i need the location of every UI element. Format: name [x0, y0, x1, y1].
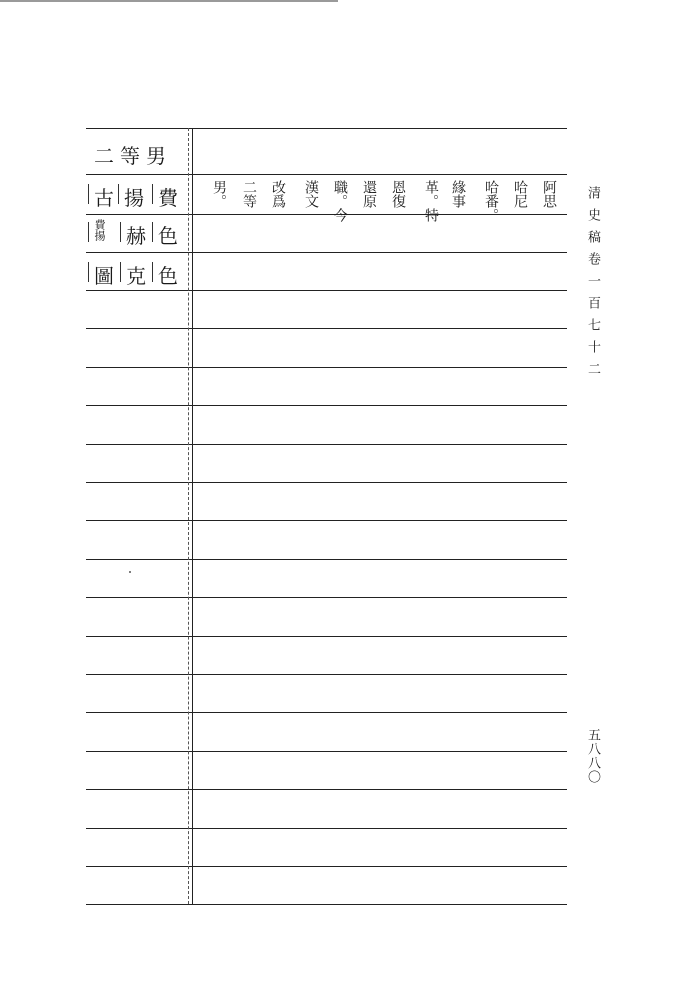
- note-column: 二等: [241, 180, 257, 208]
- ledger-rule: [86, 367, 567, 368]
- name-char: 赫: [126, 224, 146, 248]
- ledger-rule: [86, 674, 567, 675]
- book-title: 清史稿卷一百七十二: [585, 186, 600, 384]
- cell-tick: [120, 262, 121, 282]
- ledger-rule: [86, 636, 567, 637]
- note-column: 職。今: [332, 180, 348, 222]
- paper-speck: [129, 571, 131, 573]
- ledger-rule: [86, 290, 567, 291]
- ledger-rule: [86, 904, 567, 905]
- ledger-rule: [86, 444, 567, 445]
- row-rule: [86, 252, 567, 253]
- ledger-rule: [86, 405, 567, 406]
- note-column: 恩復: [390, 180, 406, 208]
- cell-tick: [152, 184, 153, 204]
- page-number: 五八八〇: [585, 728, 600, 784]
- note-column: 阿思: [541, 180, 557, 208]
- note-column: 男。: [211, 180, 227, 208]
- name-char: 圖: [94, 264, 114, 288]
- note-column: 革。特: [423, 180, 439, 222]
- cell-tick: [118, 184, 119, 204]
- header-rule: [86, 174, 567, 175]
- ledger-rule: [86, 789, 567, 790]
- note-column: 緣事: [450, 180, 466, 208]
- ledger-rule: [86, 482, 567, 483]
- column-divider-dashed: [188, 128, 189, 904]
- ledger-rule: [86, 712, 567, 713]
- note-column: 漢文: [303, 180, 319, 208]
- cell-tick: [88, 222, 89, 242]
- name-char: 古: [94, 186, 114, 210]
- cell-tick: [152, 262, 153, 282]
- ledger-rule: [86, 328, 567, 329]
- ledger-rule: [86, 751, 567, 752]
- ledger-rule: [86, 559, 567, 560]
- name-small-note: 費揚: [93, 219, 106, 241]
- note-column: 哈番。: [483, 180, 499, 222]
- column-divider: [192, 128, 193, 904]
- cell-tick: [152, 222, 153, 242]
- name-char: 色: [158, 264, 178, 288]
- name-char: 克: [126, 264, 146, 288]
- table-top-rule: [86, 128, 567, 129]
- name-char: 費: [158, 186, 178, 210]
- note-column: 改爲: [270, 180, 286, 208]
- ledger-rule: [86, 866, 567, 867]
- cell-tick: [88, 262, 89, 282]
- cell-tick: [88, 184, 89, 204]
- top-edge-line: [0, 0, 338, 2]
- note-column: 還原: [361, 180, 377, 208]
- note-column: 哈尼: [512, 180, 528, 208]
- ledger-rule: [86, 597, 567, 598]
- name-char: 色: [158, 224, 178, 248]
- name-char: 揚: [124, 186, 144, 210]
- ledger-rule: [86, 520, 567, 521]
- cell-tick: [120, 222, 121, 242]
- ledger-rule: [86, 828, 567, 829]
- table-header-title: 二等男: [94, 144, 172, 168]
